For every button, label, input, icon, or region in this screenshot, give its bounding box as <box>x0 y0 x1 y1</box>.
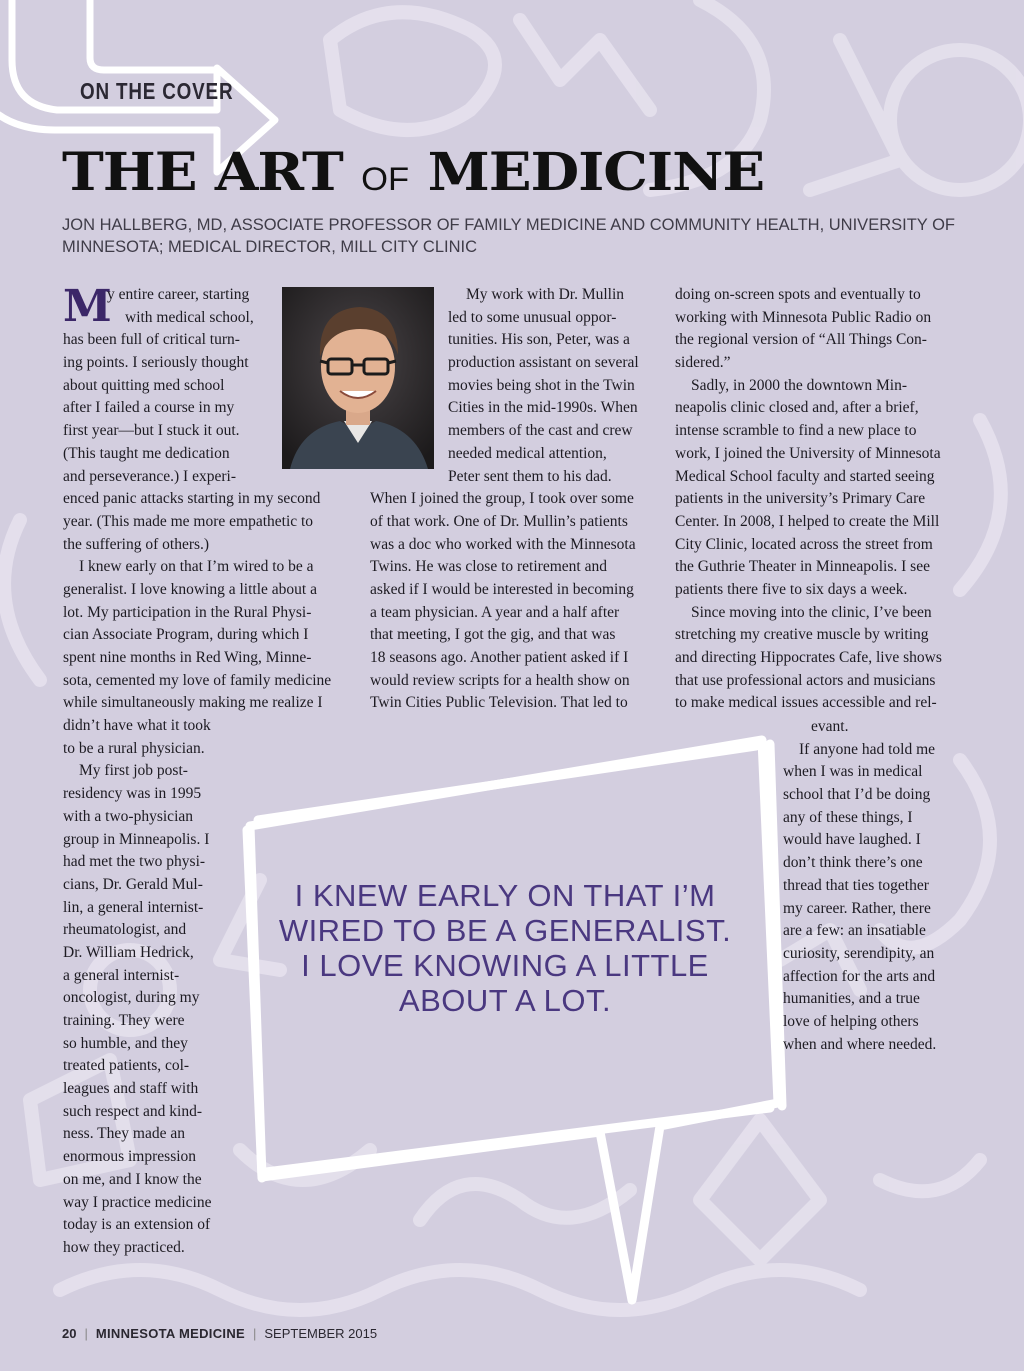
text-line: oncologist, during my <box>63 989 200 1007</box>
text-line: working with Minnesota Public Radio on <box>675 308 932 326</box>
page-number: 20 <box>62 1326 77 1341</box>
text-line: City Clinic, located across the street from <box>675 535 933 553</box>
text-line: when I was in medical <box>783 763 923 781</box>
drop-cap: M <box>63 281 112 332</box>
text-line: way I practice medicine <box>63 1193 212 1211</box>
text-line: love of helping others <box>783 1012 919 1030</box>
text-line: movies being shot in the Twin <box>448 376 635 394</box>
text-line: on me, and I know the <box>63 1170 202 1188</box>
text-line: If anyone had told me <box>799 740 936 758</box>
text-line: the suffering of others.) <box>63 535 210 553</box>
text-line: Twins. He was close to retirement and <box>370 558 607 576</box>
text-line: that use professional actors and musicians <box>675 671 936 689</box>
text-line: has been full of critical turn- <box>63 331 240 349</box>
text-line: such respect and kind- <box>63 1102 203 1120</box>
text-line: leagues and staff with <box>63 1080 199 1098</box>
text-column-3 <box>675 284 960 715</box>
title-part-2: OF <box>361 161 410 197</box>
text-line: led to some unusual oppor- <box>448 308 617 326</box>
author-byline: JON HALLBERG, MD, ASSOCIATE PROFESSOR OF FAMILY MEDICINE AND COMMUNITY HEALTH, UNIVERSITY OF MINNESOTA; MEDICAL DIRECTOR, MILL CITY CLINIC <box>62 216 955 256</box>
text-line: today is an extension of <box>63 1216 211 1234</box>
text-line: members of the cast and crew <box>448 422 633 440</box>
text-line: Medical School faculty and started seeing <box>675 467 935 485</box>
pull-quote: I KNEW EARLY ON THAT I’M WIRED TO BE A GENERALIST. I LOVE KNOWING A LITTLE ABOUT A LOT. <box>278 878 732 1018</box>
text-line: would review scripts for a health show on <box>370 671 630 689</box>
text-line: sota, cemented my love of family medicine <box>63 671 332 689</box>
text-line: group in Minneapolis. I <box>63 830 210 848</box>
text-column-1 <box>63 281 348 1260</box>
text-line: treated patients, col- <box>63 1057 190 1075</box>
text-line: affection for the arts and <box>783 967 936 985</box>
text-line: patients there five to six days a week. <box>675 580 908 598</box>
text-line: first year—but I stuck it out. <box>63 422 240 440</box>
text-column-2 <box>370 284 655 715</box>
text-line: work, I joined the University of Minnesota <box>675 444 941 462</box>
text-line: any of these things, I <box>783 808 913 826</box>
text-line: residency was in 1995 <box>63 785 202 803</box>
text-line: didn’t have what it took <box>63 717 211 735</box>
text-column-3-continued <box>783 716 963 1056</box>
text-line: cian Associate Program, during which I <box>63 626 309 644</box>
text-line: the regional version of “All Things Con- <box>675 331 927 349</box>
text-line: my career. Rather, there <box>783 899 931 917</box>
text-line: the Guthrie Theater in Minneapolis. I see <box>675 558 930 576</box>
section-label: ON THE COVER <box>80 78 234 104</box>
issue-date: SEPTEMBER 2015 <box>264 1326 378 1341</box>
text-line: humanities, and a true <box>783 990 920 1008</box>
text-line: rheumatologist, and <box>63 921 187 939</box>
text-line: and directing Hippocrates Cafe, live shows <box>675 649 942 666</box>
text-line: needed medical attention, <box>448 444 607 462</box>
text-line: Sadly, in 2000 the downtown Min- <box>691 376 907 394</box>
text-line: production assistant on several <box>448 354 639 372</box>
text-line: My work with Dr. Mullin <box>466 286 625 303</box>
text-line: tunities. His son, Peter, was a <box>448 331 630 349</box>
text-line: curiosity, serendipity, an <box>783 944 935 962</box>
text-line: patients in the university’s Primary Care <box>675 490 926 508</box>
text-line: lin, a general internist- <box>63 898 204 916</box>
text-line: was a doc who worked with the Minnesota <box>370 535 636 553</box>
text-line: are a few: an insatiable <box>783 922 926 940</box>
text-line: When I joined the group, I took over some <box>370 490 634 508</box>
text-line: had met the two physi- <box>63 853 206 871</box>
text-line: Peter sent them to his dad. <box>448 467 612 485</box>
text-line: don’t think there’s one <box>783 854 923 872</box>
text-line: (This taught me dedication <box>63 444 230 462</box>
text-line: how they practiced. <box>63 1238 185 1256</box>
text-line: and perseverance.) I experi- <box>63 467 236 485</box>
text-line: cians, Dr. Gerald Mul- <box>63 875 203 893</box>
text-line: enormous impression <box>63 1148 197 1166</box>
text-line: would have laughed. I <box>783 831 921 849</box>
text-line: 18 seasons ago. Another patient asked if I <box>370 649 629 666</box>
text-line: evant. <box>811 718 849 735</box>
text-line: lot. My participation in the Rural Physi- <box>63 603 312 621</box>
text-line: enced panic attacks starting in my second <box>63 490 321 508</box>
text-line: y entire career, starting <box>107 286 250 303</box>
text-line: Dr. William Hedrick, <box>63 943 194 961</box>
text-line: to make medical issues accessible and rel- <box>675 694 937 712</box>
text-line: with a two-physician <box>63 807 194 825</box>
text-line: Since moving into the clinic, I’ve been <box>691 603 932 621</box>
text-line: that meeting, I got the gig, and that was <box>370 626 616 644</box>
text-line: intense scramble to find a new place to <box>675 422 917 440</box>
text-line: neapolis clinic closed and, after a brief, <box>675 399 919 417</box>
text-line: to be a rural physician. <box>63 739 205 757</box>
text-line: school that I’d be doing <box>783 786 931 804</box>
text-line: sidered.” <box>675 354 731 372</box>
text-line: when and where needed. <box>783 1035 937 1053</box>
title-part-3: MEDICINE <box>427 142 765 203</box>
text-line: spent nine months in Red Wing, Minne- <box>63 649 312 666</box>
text-line: with medical school, <box>125 308 254 326</box>
publication-name: MINNESOTA MEDICINE <box>95 1326 245 1341</box>
text-line: while simultaneously making me realize I <box>63 694 323 712</box>
text-line: Cities in the mid-1990s. When <box>448 399 638 417</box>
article-title <box>62 142 764 203</box>
text-line: generalist. I love knowing a little about a <box>63 580 317 598</box>
text-line: My first job post- <box>79 762 188 780</box>
text-line: a team physician. A year and a half after <box>370 603 620 621</box>
text-line: doing on-screen spots and eventually to <box>675 286 921 303</box>
text-line: year. (This made me more empathetic to <box>63 512 314 530</box>
page-footer: 20 | MINNESOTA MEDICINE | SEPTEMBER 2015 <box>62 1326 378 1341</box>
text-line: ing points. I seriously thought <box>63 354 249 372</box>
text-line: Center. In 2008, I helped to create the Mill <box>675 512 940 530</box>
title-part-1: THE ART <box>62 142 343 203</box>
text-line: about quitting med school <box>63 376 225 394</box>
text-line: Twin Cities Public Television. That led to <box>370 694 628 712</box>
text-line: ness. They made an <box>63 1125 185 1143</box>
text-line: asked if I would be interested in becoming <box>370 580 634 598</box>
text-line: training. They were <box>63 1012 185 1029</box>
text-line: stretching my creative muscle by writing <box>675 626 929 644</box>
text-line: a general internist- <box>63 966 180 984</box>
text-line: I knew early on that I’m wired to be a <box>79 558 314 576</box>
text-line: thread that ties together <box>783 876 929 894</box>
text-line: of that work. One of Dr. Mullin’s patients <box>370 512 628 530</box>
text-line: after I failed a course in my <box>63 399 235 417</box>
text-line: so humble, and they <box>63 1034 188 1052</box>
